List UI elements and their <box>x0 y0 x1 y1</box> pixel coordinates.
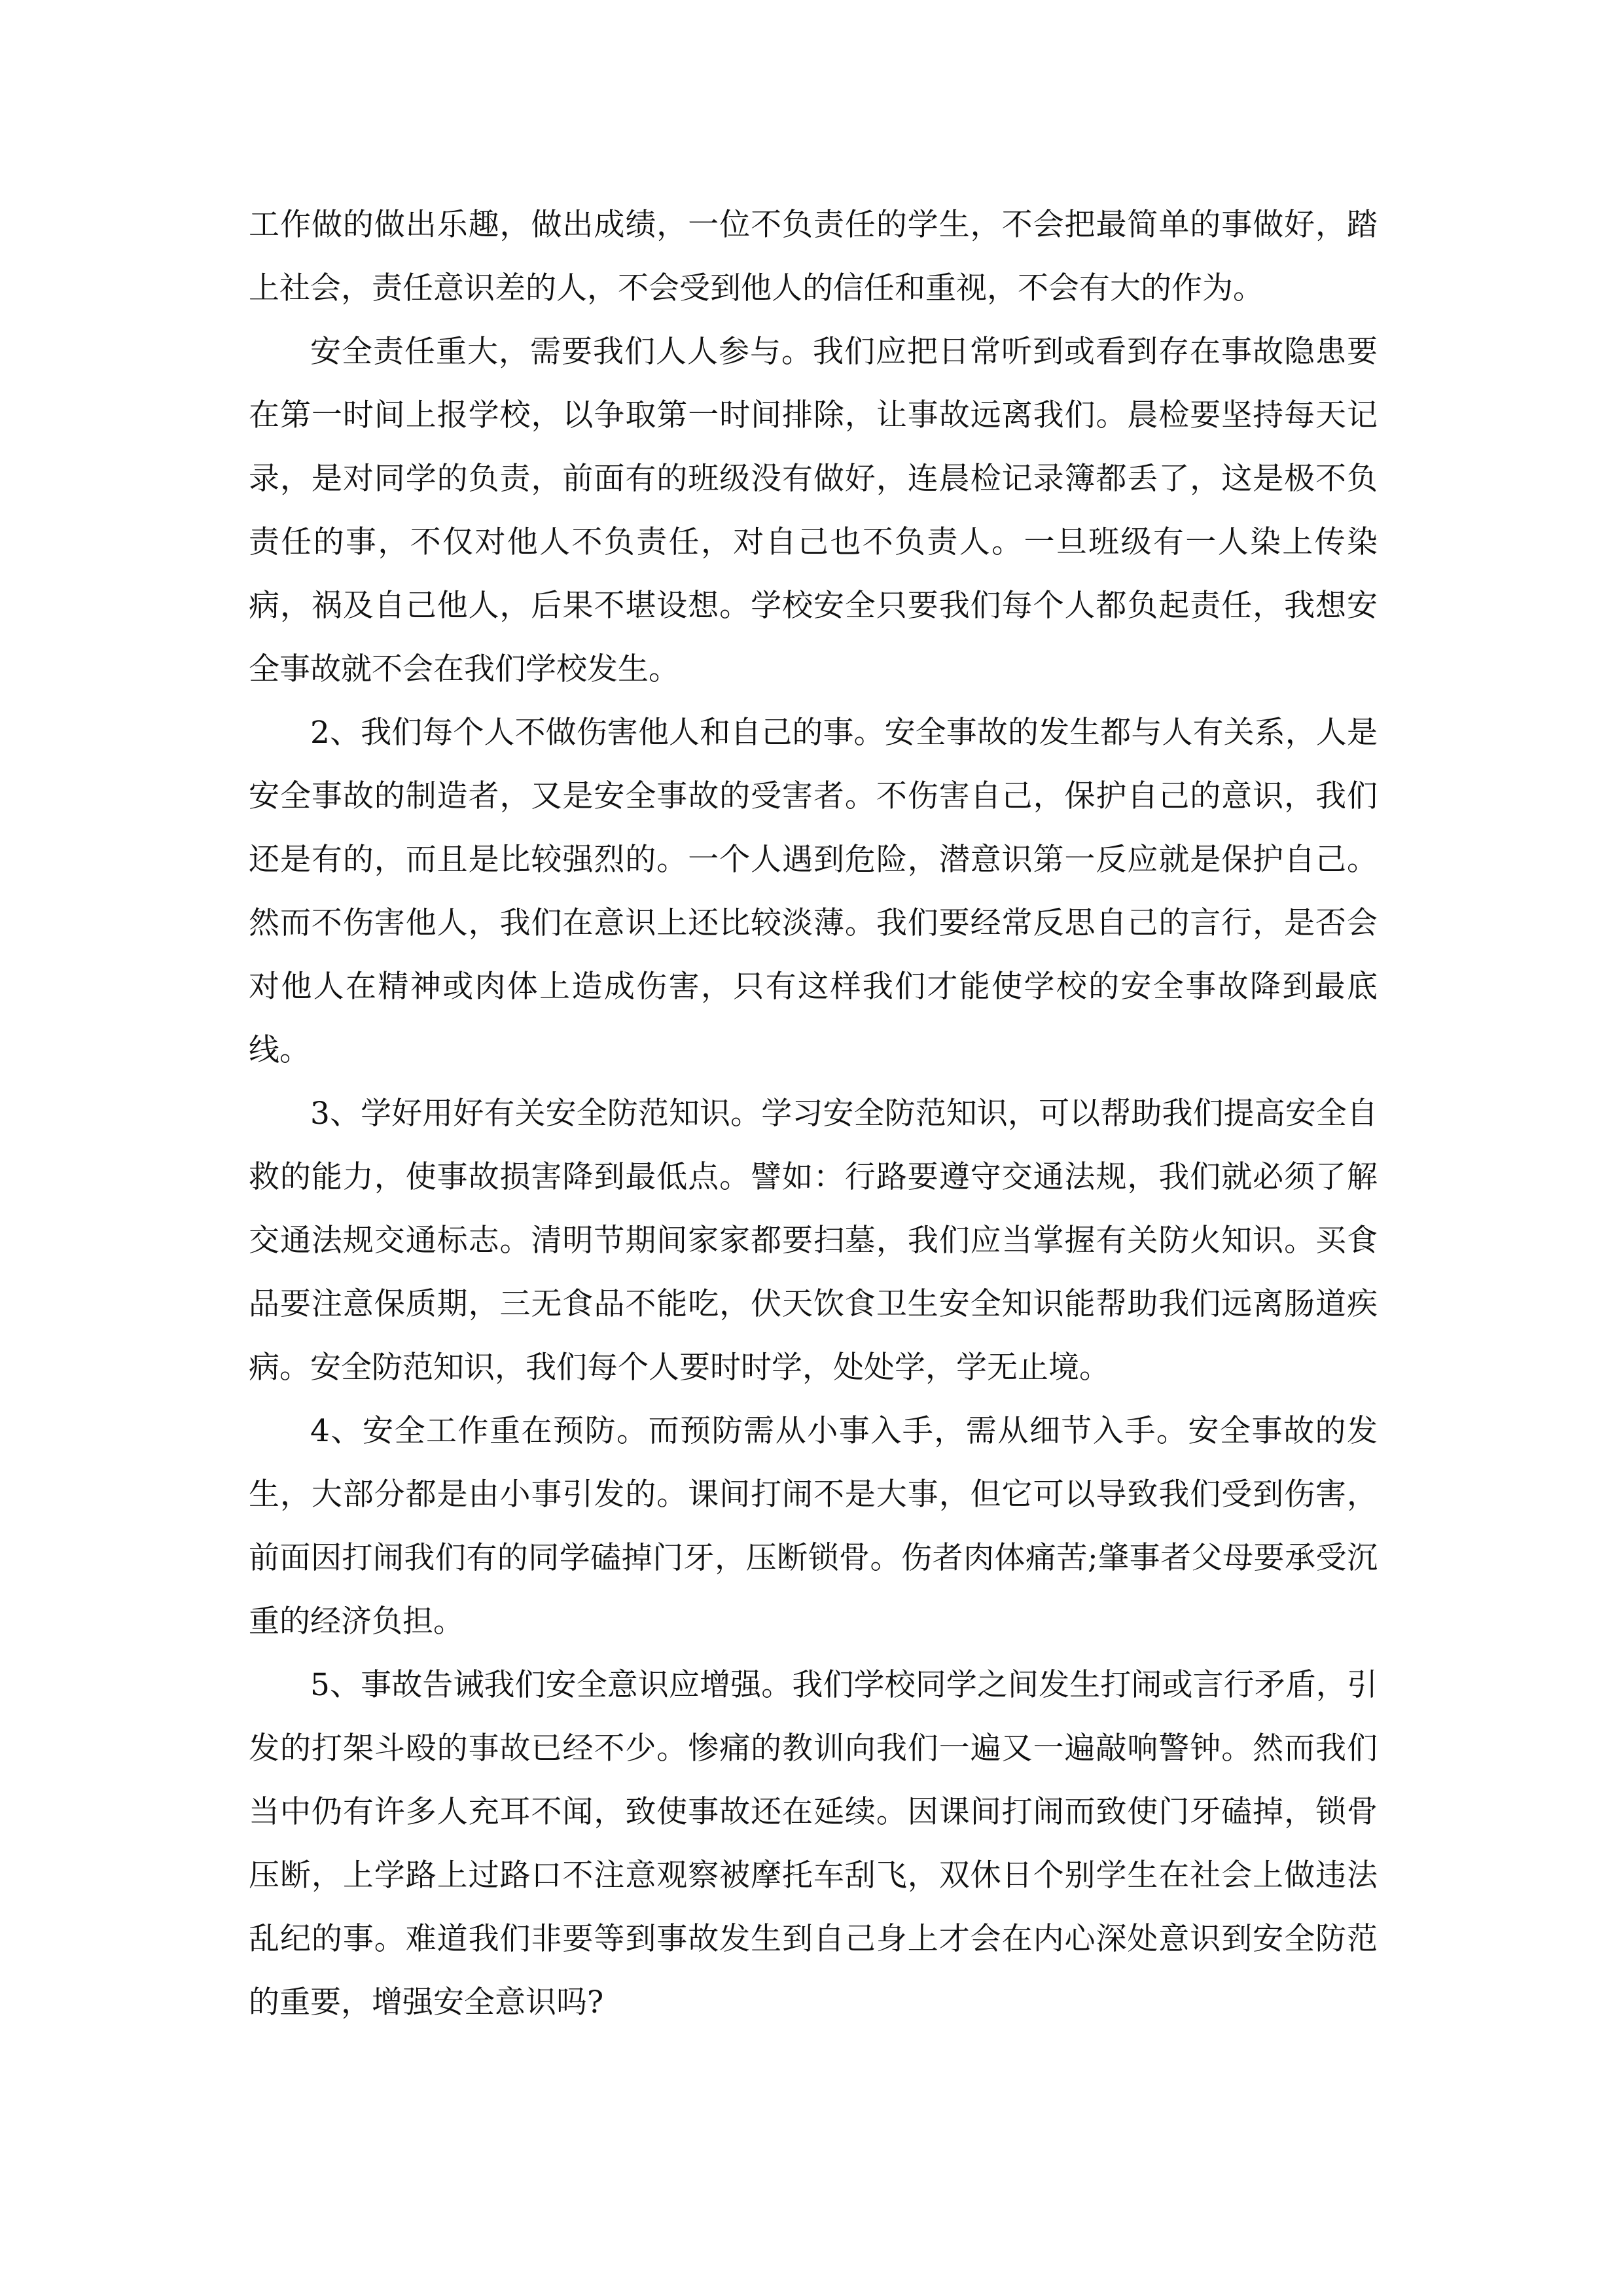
paragraph-item-5: 5、事故告诫我们安全意识应增强。我们学校同学之间发生打闹或言行矛盾，引发的打架斗殴的事故已经不少。惨痛的教训向我们一遍又一遍敲响警钟。然而我们当中仍有许多人充耳不闻，致使事故还在延续。因课间打闹而致使门牙磕掉，锁骨压断，上学路上过路口不注意观察被摩托车刮飞，双休日个别学生在社会上做违法乱纪的事。难道我们非要等到事故发生到自己身上才会在内心深处意识到安全防范的重要，增强安全意识吗? <box>249 1667 1378 2020</box>
document-body <box>249 193 1378 2034</box>
paragraph-item-2: 2、我们每个人不做伤害他人和自己的事。安全事故的发生都与人有关系，人是安全事故的制造者，又是安全事故的受害者。不伤害自己，保护自己的意识，我们还是有的，而且是比较强烈的。一个人遇到危险，潜意识第一反应就是保护自己。然而不伤害他人，我们在意识上还比较淡薄。我们要经常反思自己的言行，是否会对他人在精神或肉体上造成伤害，只有这样我们才能使学校的安全事故降到最底线。 <box>249 715 1378 1068</box>
paragraph-safety-responsibility: 安全责任重大，需要我们人人参与。我们应把日常听到或看到存在事故隐患要在第一时间上报学校，以争取第一时间排除，让事故远离我们。晨检要坚持每天记录，是对同学的负责，前面有的班级没有做好，连晨检记录簿都丢了，这是极不负责任的事，不仅对他人不负责任，对自己也不负责人。一旦班级有一人染上传染病，祸及自己他人，后果不堪设想。学校安全只要我们每个人都负起责任，我想安全事故就不会在我们学校发生。 <box>249 334 1378 687</box>
paragraph-item-3: 3、学好用好有关安全防范知识。学习安全防范知识，可以帮助我们提高安全自救的能力，使事故损害降到最低点。譬如：行路要遵守交通法规，我们就必须了解交通法规交通标志。清明节期间家家都要扫墓，我们应当掌握有关防火知识。买食品要注意保质期，三无食品不能吃，伏天饮食卫生安全知识能帮助我们远离肠道疾病。安全防范知识，我们每个人要时时学，处处学，学无止境。 <box>249 1096 1378 1386</box>
paragraph-item-4: 4、安全工作重在预防。而预防需从小事入手，需从细节入手。安全事故的发生，大部分都是由小事引发的。课间打闹不是大事，但它可以导致我们受到伤害，前面因打闹我们有的同学磕掉门牙，压断锁骨。伤者肉体痛苦;肇事者父母要承受沉重的经济负担。 <box>249 1413 1378 1640</box>
paragraph-continued: 工作做的做出乐趣，做出成绩，一位不负责任的学生，不会把最简单的事做好，踏上社会，责任意识差的人，不会受到他人的信任和重视，不会有大的作为。 <box>249 207 1378 306</box>
